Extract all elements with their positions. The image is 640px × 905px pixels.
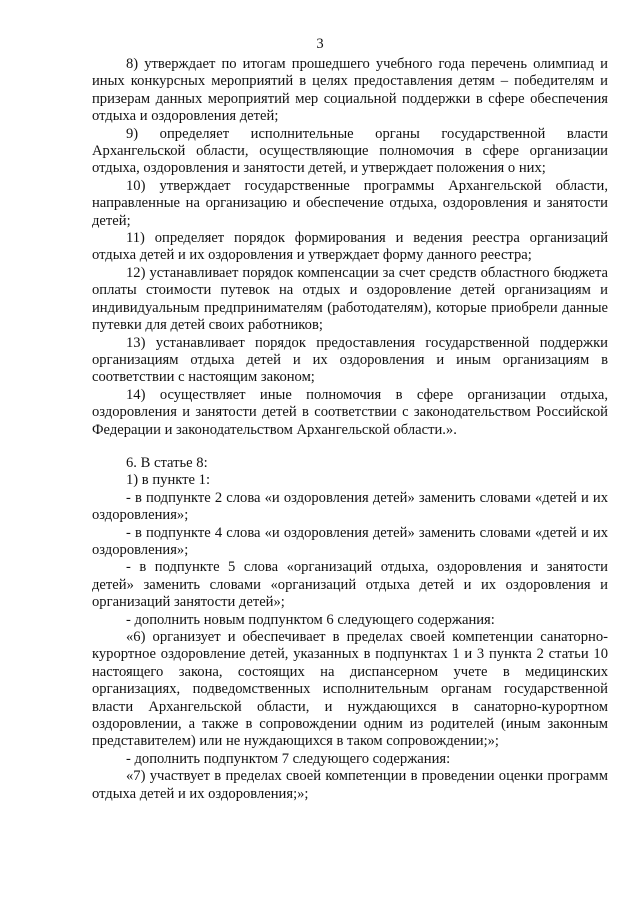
paragraph-item-14: 14) осуществляет иные полномочия в сфере организации отдыха, оздоровления и занятости детей в соответствии с законодательством Российской Федерации и законодательством Архангельской области.».: [92, 386, 608, 438]
add-subpoint-7-intro: - дополнить подпунктом 7 следующего содержания:: [126, 750, 451, 767]
paragraph-item-10: 10) утверждает государственные программы Архангельской области, направленные на организацию и обеспечение отдыха, оздоровления и занятости детей;: [92, 177, 608, 229]
paragraph-item-8: 8) утверждает по итогам прошедшего учебного года перечень олимпиад и иных конкурсных мероприятий в целях предоставления детям – победителям и призерам данных мероприятий мер социальной поддержки в сфере обеспечения отдыха и оздоровления детей;: [92, 56, 608, 125]
page-number: 3: [316, 36, 324, 52]
point-1-heading: 1) в пункте 1:: [126, 472, 211, 489]
subpoint-7-text: «7) участвует в пределах своей компетенции в проведении оценки программ отдыха детей и их оздоровления;»;: [92, 768, 608, 802]
amendment-subpoint-5: - в подпункте 5 слова «организаций отдыха, оздоровления и занятости детей» заменить словами «организаций отдыха детей и их оздоровления и организаций занятости детей»;: [92, 559, 608, 611]
add-subpoint-6-intro: - дополнить новым подпунктом 6 следующего содержания:: [126, 611, 495, 628]
amendment-subpoint-4: - в подпункте 4 слова «и оздоровления детей» заменить словами «детей и их оздоровления»;: [92, 524, 608, 558]
article-8-heading: 6. В статье 8:: [126, 454, 208, 471]
paragraph-item-13: 13) устанавливает порядок предоставления государственной поддержки организациям отдыха детей и их оздоровления и иным организациям в соответствии с настоящим законом;: [92, 334, 608, 386]
subpoint-6-text: «6) организует и обеспечивает в пределах своей компетенции санаторно-курортное оздоровление детей, указанных в подпунктах 1 и 3 пункта 2 статьи 10 настоящего закона, состоящих на диспансерном учете в медицинских организациях, подведомственных исполнительным органам государственной власти Архангельской области, и нуждающихся в санаторно-курортном оздоровлении, а также в сопровождении одним из родителей (иным законным представителем) или не нуждающихся в таком сопровождении;»;: [92, 629, 608, 750]
paragraph-item-9: 9) определяет исполнительные органы государственной власти Архангельской области, осуществляющие полномочия в сфере организации отдыха, оздоровления и занятости детей, и утверждает положения о них;: [92, 125, 608, 177]
paragraph-item-12: 12) устанавливает порядок компенсации за счет средств областного бюджета оплаты стоимости путевок на отдых и оздоровление детей организациям и индивидуальным предпринимателям (работодателям), которые приобрели данные путевки для детей своих работников;: [92, 264, 608, 334]
amendment-subpoint-2: - в подпункте 2 слова «и оздоровления детей» заменить словами «детей и их оздоровления»;: [92, 489, 608, 524]
paragraph-item-11: 11) определяет порядок формирования и ведения реестра организаций отдыха детей и их оздоровления и утверждает форму данного реестра;: [92, 230, 608, 264]
document-body: [92, 56, 608, 803]
